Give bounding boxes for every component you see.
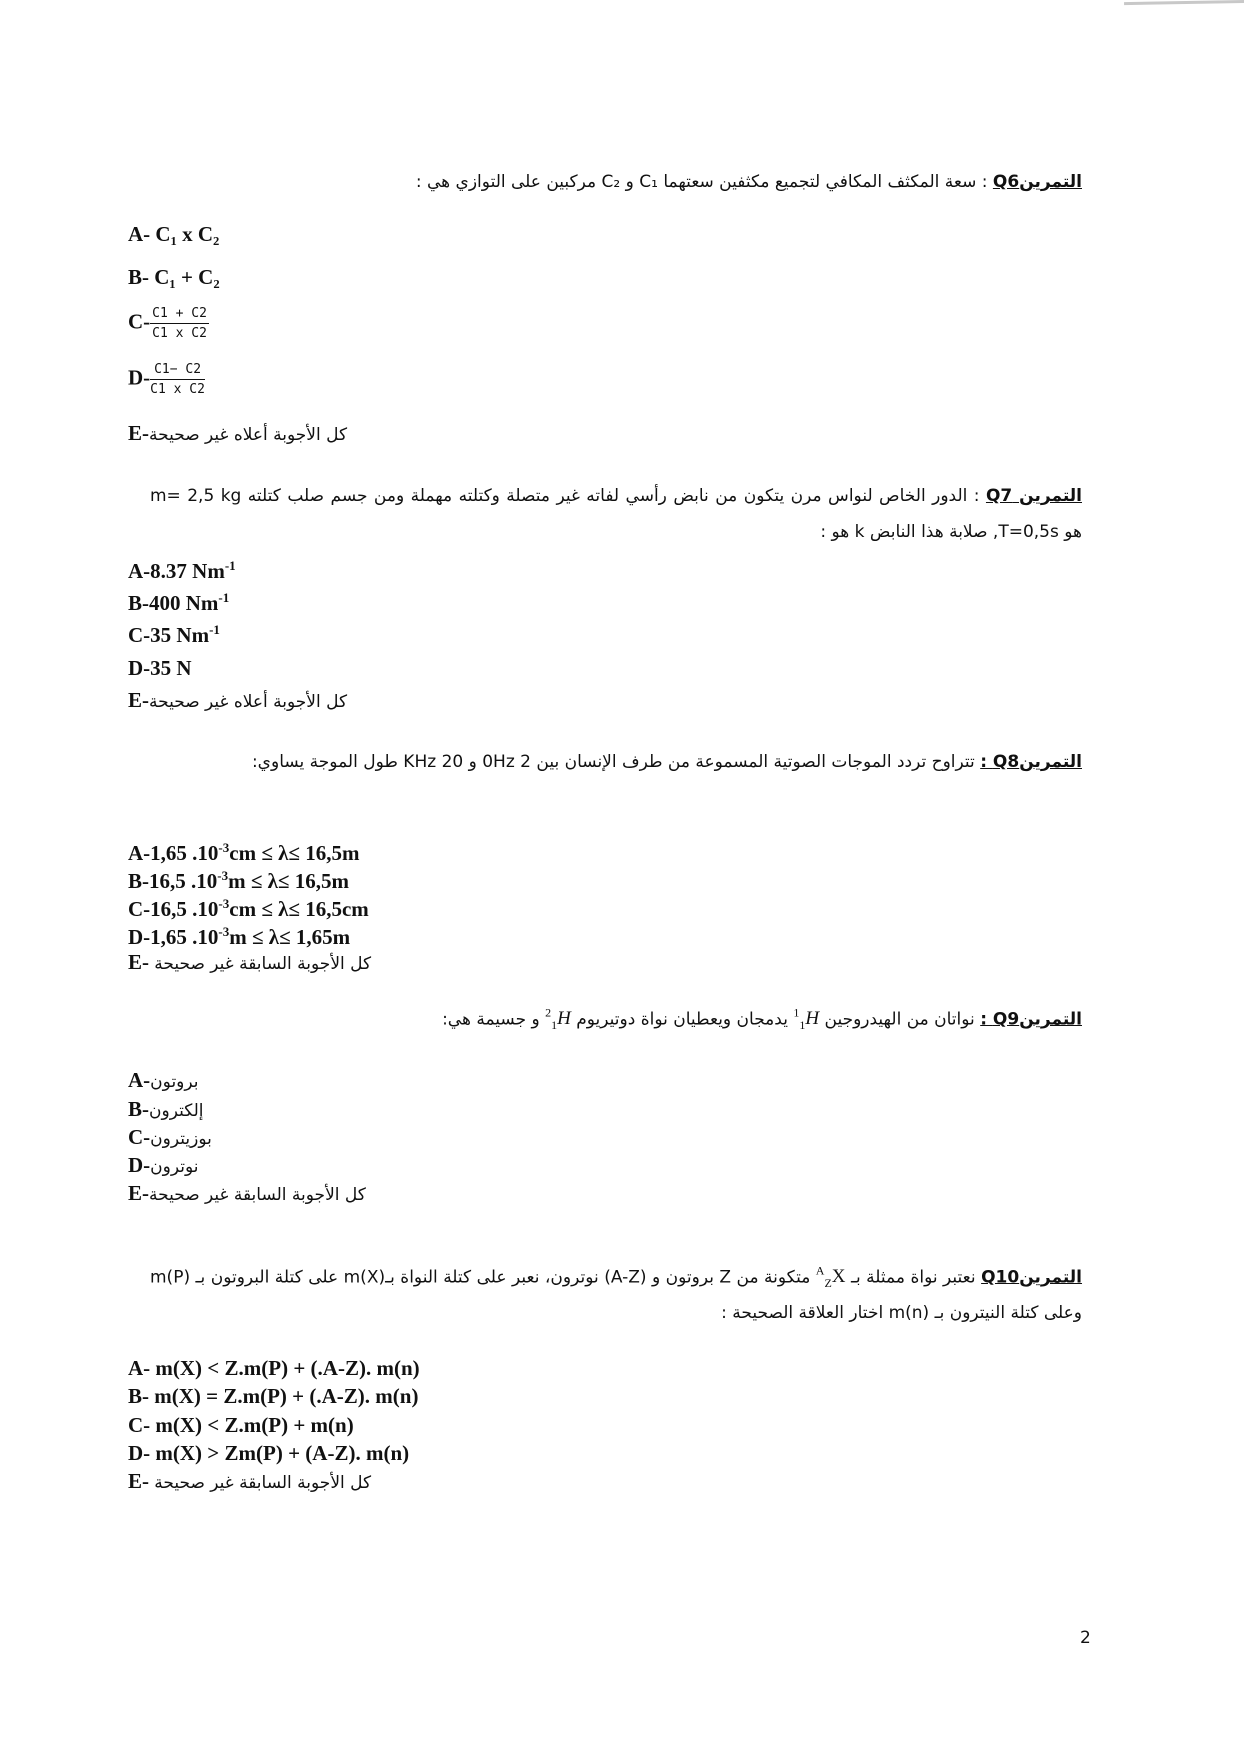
symbol: H [557, 1008, 571, 1030]
denominator: C1 x C2 [150, 382, 205, 397]
q8-option-c [128, 896, 369, 922]
exponent: -3 [218, 924, 230, 939]
option-prefix: E- [128, 421, 149, 445]
q8-label: التمرينQ8 : [980, 752, 1082, 772]
option-prefix: D- [128, 1153, 151, 1177]
q10-text: متكونة من Z بروتون و (A-Z) نوترون، نعبر على كتلة النواة بـm(X) على كتلة البروتون بـ m(P) وعلى كتلة النيترون بـ m(n) اختار العلاقة الصحيحة : [150, 1267, 1082, 1324]
q6-option-c-prefix: C- [128, 309, 151, 334]
option-text: cm ≤ λ≤ 16,5m [229, 841, 360, 865]
q8-option-a [128, 840, 359, 866]
q10-text: نعتبر نواة ممثلة بـ [851, 1267, 976, 1288]
mass-number: A [815, 1264, 825, 1278]
q6-option-d [128, 362, 205, 397]
q6-option-a: A- C₁ x C₂ [128, 222, 220, 246]
option-text: بوزيترون [150, 1129, 212, 1149]
q7-label: التمرين Q7 [985, 486, 1082, 506]
q9-question [442, 1006, 1082, 1033]
option-prefix: E- [128, 1469, 155, 1493]
q8-option-e [128, 950, 371, 975]
q10-option-d: D- m(X) > Zm(P) + (A-Z). m(n) [128, 1441, 410, 1465]
q8-option-b [128, 868, 349, 894]
option-text: A-1,65 .10 [128, 841, 219, 865]
q9-text: و جسيمة هي: [442, 1009, 540, 1030]
atomic-number: 1 [551, 1018, 558, 1033]
option-text: كل الأجوبة السابقة غير صحيحة [149, 1185, 366, 1205]
q6-question [416, 172, 1082, 192]
option-text: B-16,5 .10 [128, 869, 218, 893]
q7-option-e [128, 688, 347, 713]
option-text: كل الأجوبة أعلاه غير صحيحة [149, 692, 348, 712]
q9-option-c [128, 1125, 212, 1150]
option-text: C-35 Nm [128, 623, 210, 647]
option-text: m ≤ λ≤ 1,65m [229, 925, 351, 949]
q10-option-c: C- m(X) < Z.m(P) + m(n) [128, 1413, 354, 1437]
deuterium-isotope [545, 1006, 571, 1033]
option-text: نوترون [150, 1157, 199, 1177]
mass-number: 1 [793, 1006, 800, 1020]
q7-option-d [128, 656, 192, 681]
q10-label: التمرينQ10 [981, 1267, 1083, 1288]
numerator: C1 + C2 [150, 306, 209, 324]
symbol: X [831, 1266, 846, 1288]
exponent: -3 [217, 868, 229, 883]
q10-option-a: A- m(X) < Z.m(P) + (.A-Z). m(n) [128, 1356, 420, 1380]
q7-text: : الدور الخاص لنواس مرن يتكون من نابض رأسي لفاته غير متصلة وكتلته مهملة ومن جسم صلب كتلته m= 2,5 kg هو T=0,5s, صلابة هذا النابض k هو : [150, 486, 1082, 542]
option-text: C-16,5 .10 [128, 897, 219, 921]
option-prefix: E- [128, 950, 155, 974]
option-text: m ≤ λ≤ 16,5m [228, 869, 349, 893]
numerator: C1− C2 [150, 362, 205, 380]
atomic-number: 1 [799, 1018, 806, 1033]
q8-option-d [128, 924, 350, 950]
option-text: إلكترون [149, 1101, 204, 1121]
option-text: بروتون [150, 1072, 199, 1092]
option-text: كل الأجوبة أعلاه غير صحيحة [149, 425, 348, 445]
option-text: B-400 Nm [128, 591, 219, 615]
q6-label: التمرينQ6 [992, 172, 1082, 192]
q9-label: التمرينQ9 : [980, 1009, 1082, 1030]
option-text: A-8.37 Nm [128, 559, 225, 583]
q9-text: يدمجان ويعطيان نواة دوتيريوم [576, 1009, 788, 1030]
option-prefix: E- [128, 688, 149, 712]
q6-option-b: B- C₁ + C₂ [128, 265, 220, 289]
q6-option-d-fraction [150, 362, 205, 397]
q9-text: نواتان من الهيدروجين [824, 1009, 975, 1030]
option-prefix: A- [128, 1068, 151, 1092]
q7-option-c [128, 622, 220, 648]
q7-question [150, 478, 1082, 550]
q9-option-a [128, 1068, 199, 1093]
option-text: D-35 N [128, 656, 192, 680]
q9-option-b [128, 1097, 204, 1122]
q8-text: تتراوح تردد الموجات الصوتية المسموعة من طرف الإنسان بين 2 0Hz و 20 KHz طول الموجة يساوي: [251, 752, 975, 772]
q6-option-c [128, 306, 209, 341]
q9-option-d [128, 1153, 199, 1178]
option-prefix: B- [128, 1097, 149, 1121]
scan-edge [1124, 0, 1244, 5]
q8-question [150, 744, 1082, 780]
q6-text: : سعة المكثف المكافي لتجميع مكثفين سعتهما C₁ و C₂ مركبين على التوازي هي : [415, 172, 988, 192]
exponent: -1 [209, 622, 220, 637]
symbol: H [805, 1008, 820, 1030]
q6-option-c-fraction [150, 306, 209, 341]
nucleus-notation [815, 1264, 846, 1291]
hydrogen-isotope [793, 1006, 820, 1033]
option-text: كل الأجوبة السابقة غير صحيحة [154, 954, 372, 974]
exponent: -3 [218, 840, 230, 855]
exponent: -3 [218, 896, 230, 911]
atomic-number: Z [824, 1276, 832, 1291]
q10-question [150, 1256, 1082, 1328]
option-text: cm ≤ λ≤ 16,5cm [229, 897, 369, 921]
mass-number: 2 [545, 1006, 552, 1020]
q10-option-e [128, 1469, 371, 1494]
exponent: -1 [218, 590, 230, 605]
exponent: -1 [224, 558, 236, 573]
denominator: C1 x C2 [152, 326, 207, 341]
q10-option-b: B- m(X) = Z.m(P) + (.A-Z). m(n) [128, 1384, 419, 1408]
option-prefix: E- [128, 1181, 149, 1205]
page-number: 2 [1080, 1628, 1091, 1648]
q6-option-d-prefix: D- [128, 365, 151, 390]
q9-option-e [128, 1181, 366, 1206]
q6-option-e [128, 421, 347, 446]
option-prefix: C- [128, 1125, 151, 1149]
q7-option-a [128, 558, 236, 584]
q7-option-b [128, 590, 229, 616]
option-text: كل الأجوبة السابقة غير صحيحة [154, 1473, 372, 1493]
option-text: D-1,65 .10 [128, 925, 219, 949]
